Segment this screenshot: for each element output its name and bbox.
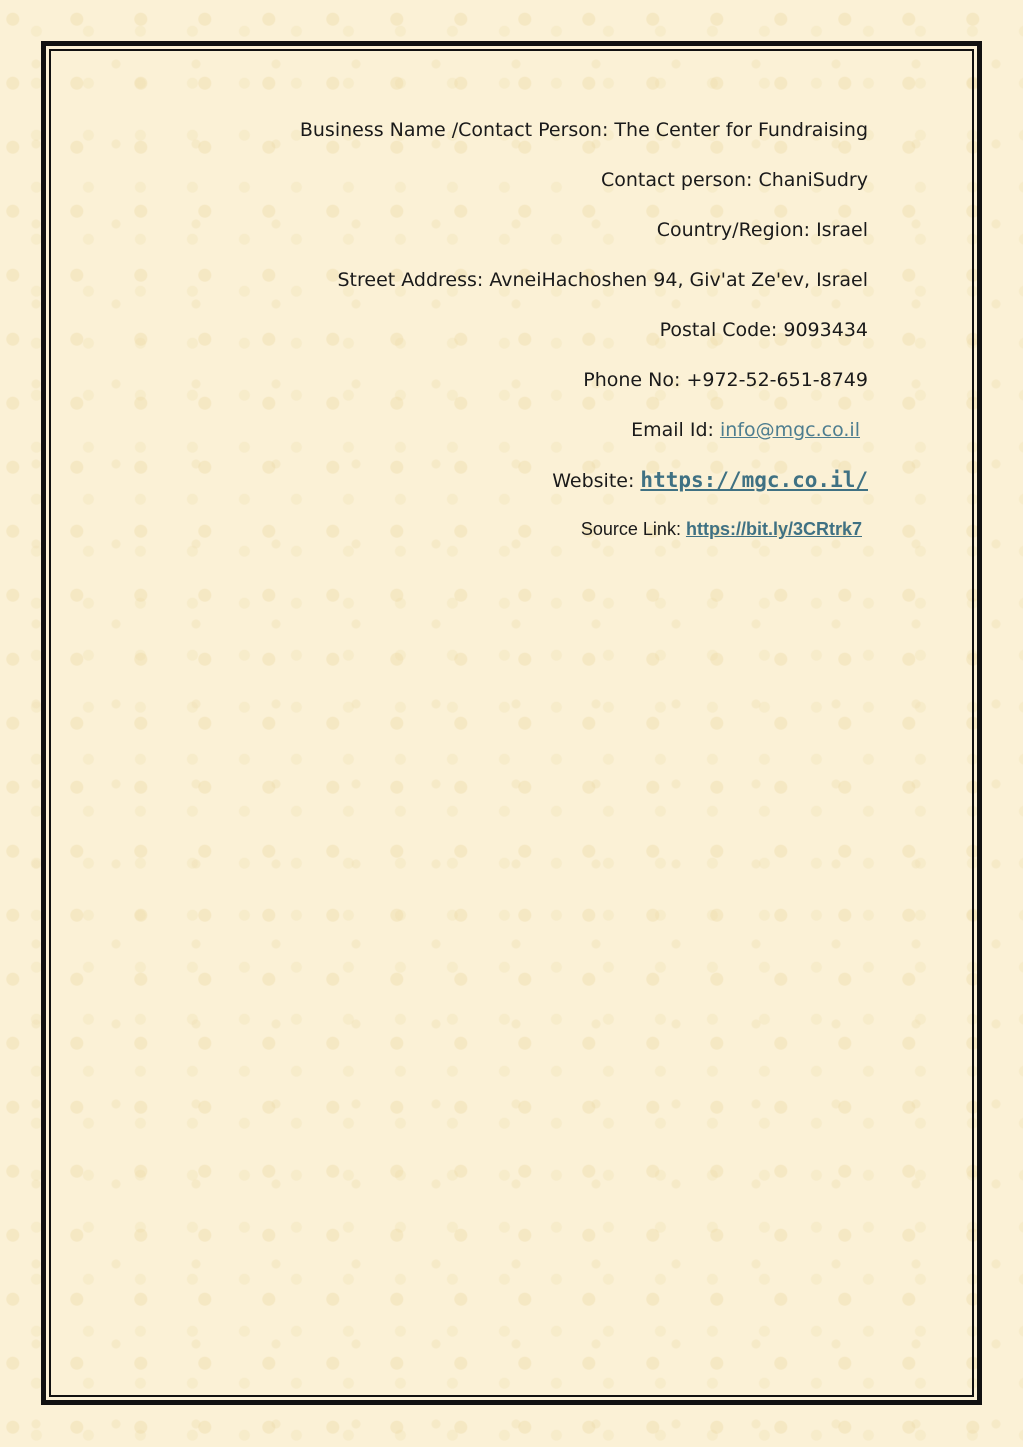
email-line xyxy=(60,418,868,442)
phone-value: +972-52-651-8749 xyxy=(686,369,868,391)
email-label: Email Id: xyxy=(631,419,714,441)
source-link-line xyxy=(60,518,868,540)
country-line xyxy=(60,218,868,242)
phone-label: Phone No: xyxy=(583,369,681,391)
phone-line xyxy=(60,368,868,392)
country-label: Country/Region: xyxy=(656,219,811,241)
source-link[interactable]: https://bit.ly/3CRtrk7 xyxy=(685,519,862,539)
contact-person-line xyxy=(60,168,868,192)
country-value: Israel xyxy=(816,219,868,241)
contact-person-value: ChaniSudry xyxy=(758,169,868,191)
business-name-value: The Center for Fundraising xyxy=(614,119,868,141)
contact-person-label: Contact person: xyxy=(600,169,753,191)
street-address-label: Street Address: xyxy=(337,269,484,291)
postal-code-line xyxy=(60,318,868,342)
business-name-line xyxy=(60,118,868,142)
business-name-label: Business Name /Contact Person: xyxy=(299,119,609,141)
source-link-label: Source Link: xyxy=(580,519,681,539)
website-link[interactable]: https://mgc.co.il/ xyxy=(640,468,868,492)
postal-code-value: 9093434 xyxy=(783,319,868,341)
email-link[interactable]: info@mgc.co.il xyxy=(719,419,860,441)
website-line xyxy=(60,468,868,492)
street-address-value: AvneiHachoshen 94, Giv'at Ze'ev, Israel xyxy=(489,269,868,291)
website-label: Website: xyxy=(552,470,635,492)
street-address-line xyxy=(60,268,868,292)
contact-details xyxy=(60,118,868,540)
postal-code-label: Postal Code: xyxy=(659,319,778,341)
